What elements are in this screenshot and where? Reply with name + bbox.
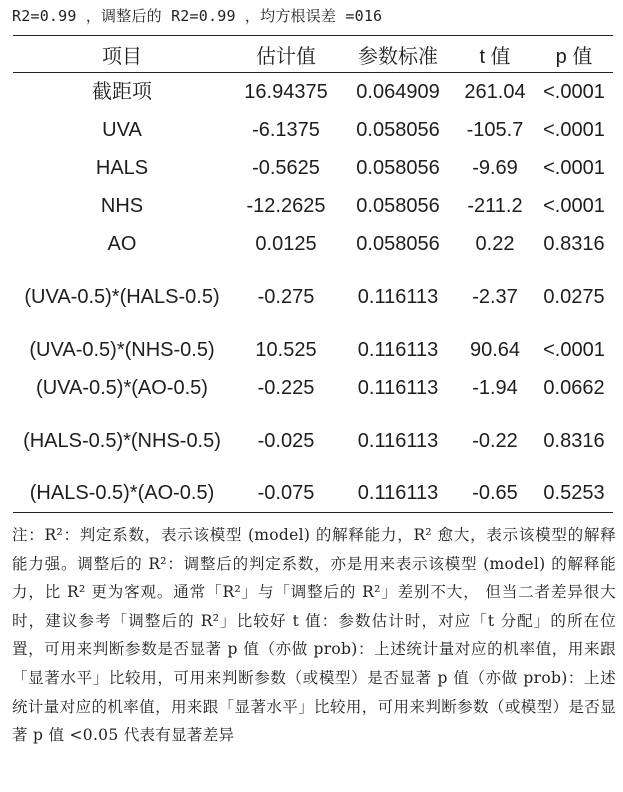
table-row — [13, 225, 613, 263]
header-std-error: 参数标准 — [341, 36, 455, 73]
table-row — [13, 407, 613, 475]
cell-std-error: 0.116113 — [357, 429, 439, 452]
cell-p-value: <.0001 — [543, 80, 605, 103]
cell-p-value: <.0001 — [543, 118, 605, 141]
cell-p-value: 0.8316 — [543, 232, 605, 255]
cell-p-value: 0.5253 — [535, 475, 613, 513]
cell-term: AO — [107, 232, 137, 255]
header-estimate: 估计值 — [231, 36, 341, 73]
cell-t-value: -211.2 — [467, 194, 523, 217]
cell-term: 截距项 — [92, 80, 152, 103]
table-row — [13, 73, 613, 111]
cell-term: NHS — [100, 194, 144, 217]
cell-t-value: 261.04 — [464, 80, 526, 103]
cell-term: (UVA-0.5)*(NHS-0.5) — [29, 338, 215, 361]
cell-estimate: -0.025 — [257, 429, 315, 452]
cell-std-error: 0.058056 — [356, 232, 440, 255]
cell-term: UVA — [102, 118, 142, 141]
table-row — [13, 187, 613, 225]
table-header-row — [13, 36, 613, 73]
cell-t-value: -2.37 — [472, 285, 518, 308]
cell-estimate: -0.075 — [231, 475, 341, 513]
table-row — [13, 331, 613, 369]
cell-estimate: -6.1375 — [252, 118, 320, 141]
cell-estimate: 0.0125 — [255, 232, 317, 255]
cell-t-value: -9.69 — [472, 156, 518, 179]
cell-t-value: -105.7 — [466, 118, 524, 141]
regression-table — [13, 35, 613, 513]
table-row — [13, 111, 613, 149]
cell-p-value: 0.0275 — [543, 285, 605, 308]
cell-term: (HALS-0.5)*(NHS-0.5) — [23, 429, 221, 452]
cell-term: (UVA-0.5)*(HALS-0.5) — [24, 285, 220, 308]
cell-std-error: 0.116113 — [357, 338, 439, 361]
cell-estimate: 10.525 — [255, 338, 317, 361]
cell-estimate: -0.225 — [257, 376, 315, 399]
cell-std-error: 0.116113 — [357, 376, 439, 399]
table-row — [13, 369, 613, 407]
cell-std-error: 0.116113 — [341, 475, 455, 513]
cell-t-value: -0.22 — [472, 429, 518, 452]
cell-estimate: -12.2625 — [246, 194, 326, 217]
cell-estimate: 16.94375 — [244, 80, 328, 103]
cell-t-value: 0.22 — [475, 232, 515, 255]
table-row — [13, 263, 613, 331]
header-term: 项目 — [13, 36, 231, 73]
table-row — [13, 149, 613, 187]
cell-std-error: 0.064909 — [356, 80, 440, 103]
header-p-value: p 值 — [535, 36, 613, 73]
cell-p-value: <.0001 — [543, 194, 605, 217]
table-row — [13, 475, 613, 513]
cell-std-error: 0.058056 — [356, 118, 440, 141]
cell-p-value: 0.0662 — [543, 376, 605, 399]
cell-p-value: <.0001 — [543, 338, 605, 361]
cell-t-value: 90.64 — [469, 338, 521, 361]
cell-std-error: 0.058056 — [356, 156, 440, 179]
header-t-value: t 值 — [455, 36, 535, 73]
cell-std-error: 0.058056 — [356, 194, 440, 217]
cell-std-error: 0.116113 — [357, 285, 439, 308]
cell-p-value: 0.8316 — [543, 429, 605, 452]
cell-p-value: <.0001 — [543, 156, 605, 179]
cell-term: HALS — [95, 156, 149, 179]
cell-term: (UVA-0.5)*(AO-0.5) — [36, 376, 208, 399]
table-footnote: 注：R²：判定系数，表示该模型 (model) 的解释能力，R² 愈大，表示该模型的解释能力强。调整后的 R²：调整后的判定系数，亦是用来表示该模型 (model) 的解释能力，比 R² 更为客观。通常「R²」与「调整后的 R²」差别不大， 但当二者差异很大时，建议参考「调整后的 R²」比较好 t 值：参数估计时，对应「t 分配」的所在位置，可用来判断参数是否显著 p 值（亦做 prob)：上述统计量对应的机率值，用来跟「显著水平」比较用，可用来判断参数（或模型）是否显著 p 值（亦做 prob)：上述统计量对应的机率值，用来跟「显著水平」比较用，可用来判断参数（或模型）是否显著 p 值 <0.05 代表有显著差异 — [12, 526, 616, 745]
cell-term: (HALS-0.5)*(AO-0.5) — [13, 475, 231, 513]
cell-estimate: -0.5625 — [252, 156, 320, 179]
regression-summary: R2=0.99 ，调整后的 R2=0.99 ，均方根误差 =016 — [12, 7, 383, 25]
cell-t-value: -1.94 — [472, 376, 518, 399]
cell-t-value: -0.65 — [455, 475, 535, 513]
cell-estimate: -0.275 — [257, 285, 315, 308]
